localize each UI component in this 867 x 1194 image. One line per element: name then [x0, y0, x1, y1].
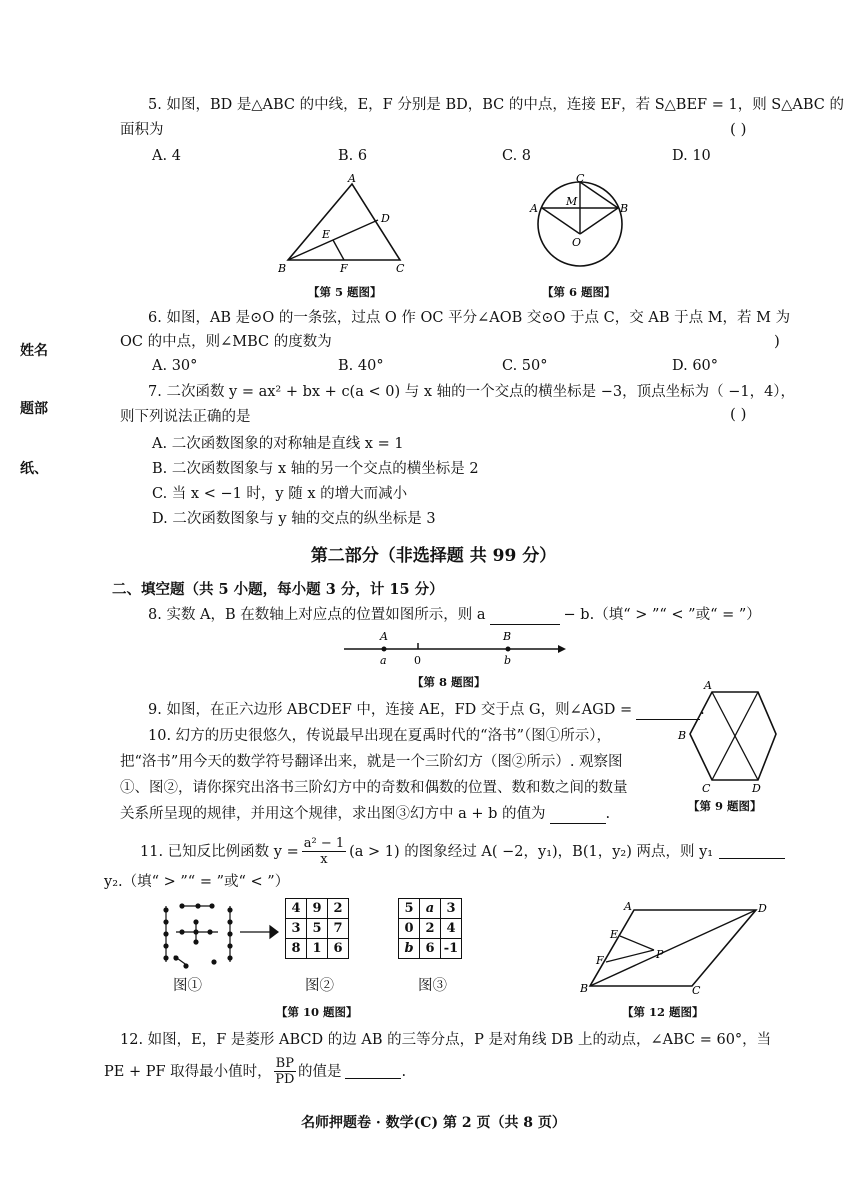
- q12-line1: 12. 如图，E，F 是菱形 ABCD 的边 AB 的三等分点，P 是对角线 DB 上的动点，∠ABC = 60°，当: [120, 1032, 772, 1048]
- grid3-row: [399, 899, 462, 919]
- q5-line2: 面积为: [120, 122, 164, 138]
- fig6-label-m: M: [566, 195, 578, 208]
- q7-answer-paren: ( ): [730, 405, 747, 423]
- fig9-label-b: B: [678, 729, 687, 742]
- q10-line4: 关系所呈现的规律，并用这个规律，求出图③幻方中 a + b 的值为 .: [120, 806, 611, 822]
- fig12-label-e: E: [610, 928, 619, 941]
- side-label-paper: 纸、: [20, 461, 48, 477]
- fig6-label-c: C: [576, 172, 585, 185]
- fig5-label-b: B: [278, 262, 287, 275]
- fig10-magic-square-2: [285, 898, 349, 959]
- q7-option-b: B. 二次函数图象与 x 轴的另一个交点的横坐标是 2: [152, 461, 479, 477]
- fig9-label-a: A: [704, 679, 712, 692]
- grid3-cell: 2: [420, 919, 441, 939]
- grid2-cell: 3: [286, 919, 307, 939]
- q10-line4-text: 关系所呈现的规律，并用这个规律，求出图③幻方中 a + b 的值为: [120, 806, 546, 822]
- fig12-caption: 【第 12 题图】: [622, 1005, 704, 1019]
- grid2-row: [286, 919, 349, 939]
- side-label-name: 姓名: [20, 343, 48, 359]
- q10-line3: ①、图②，请你探究出洛书三阶幻方中的奇数和偶数的位置、数和数之间的数量: [120, 780, 628, 796]
- q12-fraction: [274, 1056, 296, 1087]
- grid2-cell: 8: [286, 939, 307, 959]
- q10-line2: 把“洛书”用今天的数学符号翻译出来，就是一个三阶幻方（图②所示）. 观察图: [120, 754, 623, 770]
- fig5-label-c: C: [396, 262, 405, 275]
- q5-option-b: B. 6: [338, 148, 368, 164]
- fig9-label-d: D: [752, 782, 761, 795]
- grid3-cell: 6: [420, 939, 441, 959]
- q5-option-d: D. 10: [672, 148, 711, 164]
- q10-answer-blank[interactable]: [550, 809, 606, 824]
- q8-line: [148, 605, 761, 625]
- grid2-cell: 9: [307, 899, 328, 919]
- q11-text-a: 11. 已知反比例函数 y =: [140, 843, 299, 860]
- q12-frac-num: BP: [275, 1056, 294, 1071]
- fig5-label-d: D: [381, 212, 390, 225]
- grid3-cell: 5: [399, 899, 420, 919]
- fig5-label-f: F: [340, 262, 348, 275]
- page-footer: 名师押题卷 · 数学(C) 第 2 页（共 8 页）: [301, 1115, 566, 1131]
- fig12-label-f: F: [596, 954, 604, 967]
- fig10-magic-square-3: [398, 898, 462, 959]
- fig5-label-a: A: [348, 172, 356, 185]
- grid2-cell: 4: [286, 899, 307, 919]
- q11-answer-blank[interactable]: [719, 844, 785, 859]
- q8-text-a: 8. 实数 A，B 在数轴上对应点的位置如图所示，则 a: [148, 607, 486, 623]
- grid2-cell: 2: [328, 899, 349, 919]
- q6-option-d: D. 60°: [672, 358, 719, 374]
- fig10-luoshu-figure: [152, 896, 280, 976]
- grid3-cell: 0: [399, 919, 420, 939]
- q7-option-d: D. 二次函数图象与 y 轴的交点的纵坐标是 3: [152, 511, 436, 527]
- q6-option-b: B. 40°: [338, 358, 384, 374]
- q5-line1: 5. 如图，BD 是△ABC 的中线，E，F 分别是 BD，BC 的中点，连接 EF，若 S△BEF = 1，则 S△ABC 的: [148, 97, 844, 113]
- q11-fraction: [302, 836, 346, 867]
- fig5-triangle-figure: [278, 172, 408, 282]
- q5-option-c: C. 8: [502, 148, 532, 164]
- fig5-caption: 【第 5 题图】: [308, 285, 382, 299]
- q11-line1: [140, 836, 785, 867]
- q11-line2: y₂.（填“ > ”“ = ”或“ < ”）: [104, 874, 290, 890]
- q10-line1: 10. 幻方的历史很悠久，传说最早出现在夏禹时代的“洛书”（图①所示），: [148, 728, 611, 744]
- fig8-number-line: [338, 626, 566, 674]
- grid2-row: [286, 939, 349, 959]
- grid3-cell: b: [399, 939, 420, 959]
- q7-line2: 则下列说法正确的是: [120, 409, 251, 425]
- fig9-caption: 【第 9 题图】: [688, 799, 762, 813]
- grid2-cell: 6: [328, 939, 349, 959]
- fig8-label-B: B: [503, 630, 512, 643]
- q12-text-b: 的值是: [297, 1063, 342, 1080]
- fig9-label-c: C: [702, 782, 711, 795]
- q6-option-c: C. 50°: [502, 358, 548, 374]
- grid2-cell: 5: [307, 919, 328, 939]
- grid3-cell: a: [420, 899, 441, 919]
- q7-line1: 7. 二次函数 y = ax² + bx + c(a < 0) 与 x 轴的一个交点的横坐标是 −3，顶点坐标为（ −1，4），: [148, 384, 796, 400]
- q7-option-c: C. 当 x < −1 时，y 随 x 的增大而减小: [152, 486, 408, 502]
- q12-answer-blank[interactable]: [345, 1064, 401, 1079]
- q8-answer-blank[interactable]: [490, 610, 560, 625]
- fig10-caption: 【第 10 题图】: [276, 1005, 358, 1019]
- q9-line: 9. 如图，在正六边形 ABCDEF 中，连接 AE，FD 交于点 G，则∠AGD = .: [148, 702, 705, 718]
- side-label-part: 题部: [20, 401, 48, 417]
- fig12-label-c: C: [692, 984, 701, 996]
- fig6-circle-figure: [528, 172, 628, 276]
- fig10-label-3: 图③: [418, 978, 447, 994]
- fig12-rhombus-figure: [580, 896, 770, 996]
- grid3-row: [399, 919, 462, 939]
- q12-frac-den: PD: [275, 1072, 295, 1087]
- q9-text: 9. 如图，在正六边形 ABCDEF 中，连接 AE，FD 交于点 G，则∠AGD =: [148, 702, 633, 718]
- fig10-label-2: 图②: [305, 978, 334, 994]
- q6-line2: OC 的中点，则∠MBC 的度数为: [120, 334, 332, 350]
- fig6-label-b: B: [620, 202, 628, 215]
- fig9-hexagon-figure: [672, 676, 792, 796]
- grid2-row: [286, 899, 349, 919]
- fig8-label-a: a: [380, 654, 387, 667]
- fig8-label-zero: 0: [414, 654, 421, 667]
- fig6-label-a: A: [530, 202, 538, 215]
- fig5-label-e: E: [322, 228, 331, 241]
- fig6-label-o: O: [572, 236, 582, 249]
- fig12-label-a: A: [624, 900, 632, 913]
- fig10-label-1: 图①: [173, 978, 202, 994]
- grid3-row: [399, 939, 462, 959]
- fig12-label-b: B: [580, 982, 589, 995]
- grid3-cell: -1: [441, 939, 462, 959]
- fig6-caption: 【第 6 题图】: [542, 285, 616, 299]
- q11-frac-num: a² − 1: [303, 836, 345, 851]
- q5-option-a: A. 4: [152, 148, 181, 164]
- fig12-label-p: P: [656, 948, 664, 961]
- q11-frac-den: x: [320, 852, 328, 867]
- q12-line2: PE + PF 取得最小值时， $\frac{BP}{PD}$ 的值是 .: [104, 1056, 407, 1087]
- q12-text-a: PE + PF 取得最小值时，: [104, 1063, 272, 1080]
- q5-answer-paren: ( ): [730, 120, 747, 138]
- grid2-cell: 1: [307, 939, 328, 959]
- part2-title: 第二部分（非选择题 共 99 分）: [310, 546, 557, 566]
- grid2-cell: 7: [328, 919, 349, 939]
- grid3-cell: 3: [441, 899, 462, 919]
- fig8-label-A: A: [380, 630, 388, 643]
- fig8-label-b: b: [504, 654, 512, 667]
- q8-text-b: − b.（填“ > ”“ < ”或“ = ”）: [563, 607, 761, 623]
- fig8-caption: 【第 8 题图】: [412, 675, 486, 689]
- section2-heading: 二、填空题（共 5 小题，每小题 3 分，计 15 分）: [112, 581, 444, 598]
- grid3-cell: 4: [441, 919, 462, 939]
- q6-option-a: A. 30°: [152, 358, 198, 374]
- fig12-label-d: D: [758, 902, 767, 915]
- q7-option-a: A. 二次函数图象的对称轴是直线 x = 1: [152, 436, 404, 452]
- q6-line1: 6. 如图，AB 是⊙O 的一条弦，过点 O 作 OC 平分∠AOB 交⊙O 于点 C，交 AB 于点 M，若 M 为: [148, 310, 791, 326]
- q11-text-b: (a > 1) 的图象经过 A( −2，y₁)，B(1，y₂) 两点，则 y₁: [349, 843, 714, 860]
- q6-answer-paren: ): [774, 332, 780, 350]
